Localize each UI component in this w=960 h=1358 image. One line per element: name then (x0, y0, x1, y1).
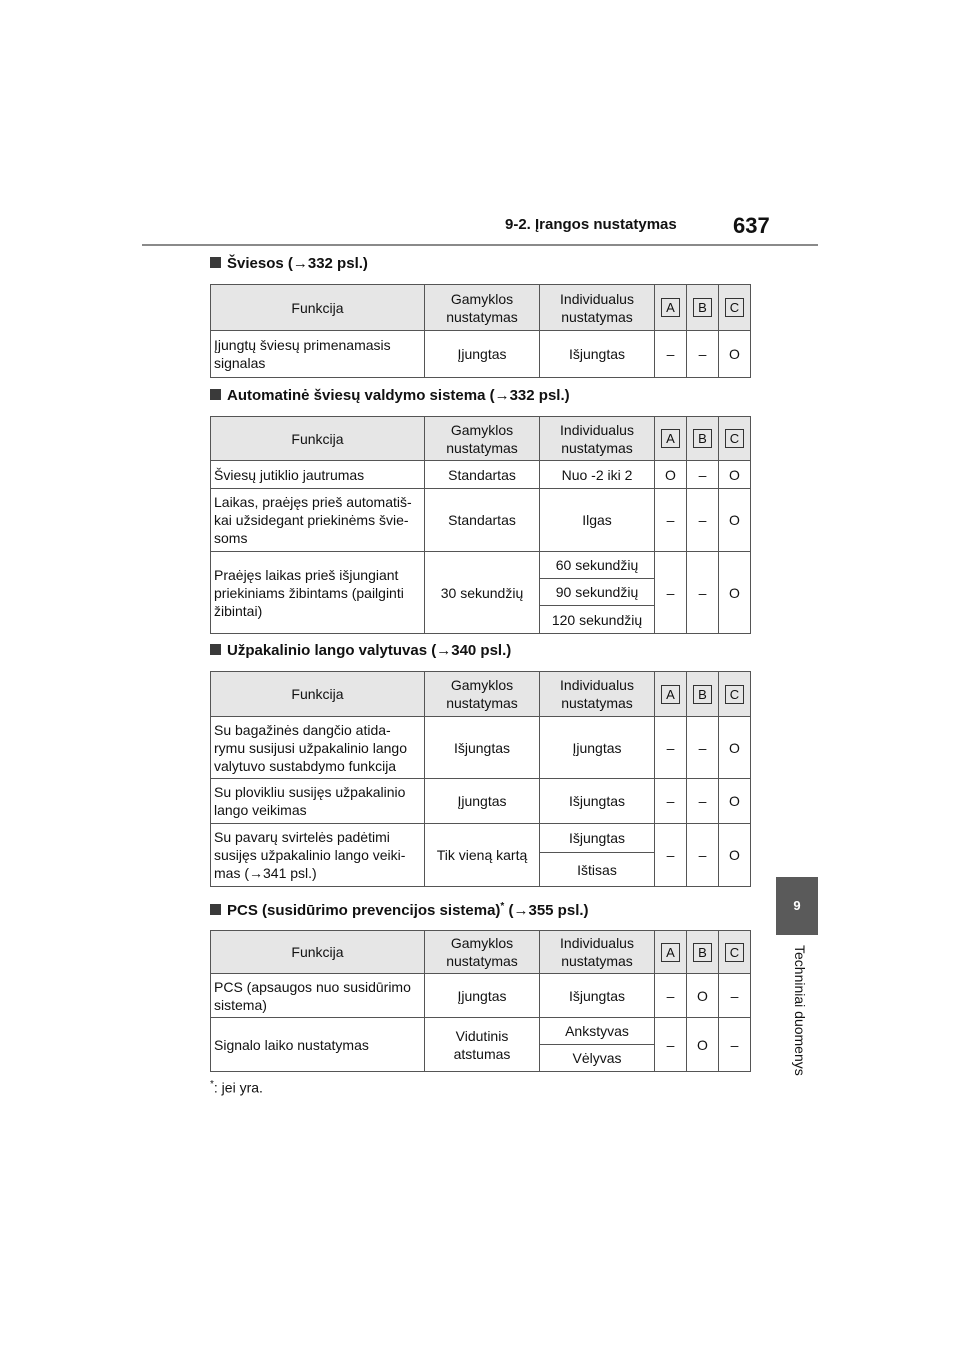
box-c-label: C (725, 943, 744, 962)
table-row (211, 824, 751, 853)
footnote (210, 1079, 263, 1096)
col-factory: Gamyklos nustatymas (425, 672, 540, 717)
cell-a: – (655, 331, 687, 378)
cell-c: O (719, 331, 751, 378)
square-bullet-icon (210, 389, 221, 400)
table-row (211, 461, 751, 489)
cell-c: O (719, 779, 751, 824)
section-title-text: Šviesos (→332 psl.) (227, 255, 368, 272)
cell-c: – (719, 974, 751, 1018)
cell-c: O (719, 824, 751, 887)
col-b (687, 931, 719, 974)
cell-b: – (687, 331, 719, 378)
col-function: Funkcija (211, 417, 425, 461)
cell-custom-option: Ankstyvas (540, 1018, 655, 1045)
col-a (655, 417, 687, 461)
cell-custom-option: Išjungtas (540, 824, 655, 853)
header-divider (142, 244, 818, 246)
footnote-marker: * (500, 901, 505, 912)
box-b-label: B (693, 943, 712, 962)
col-c (719, 285, 751, 331)
chapter-tab[interactable]: 9 (776, 877, 818, 935)
col-a (655, 672, 687, 717)
box-a-label: A (661, 429, 680, 448)
cell-b: O (687, 1018, 719, 1072)
col-a (655, 931, 687, 974)
table-header-row (211, 285, 751, 331)
box-b-label: B (693, 685, 712, 704)
col-factory: Gamyklos nustatymas (425, 285, 540, 331)
cell-b: – (687, 824, 719, 887)
chapter-label: Techniniai duomenys (792, 945, 808, 1076)
table-row (211, 552, 751, 579)
cell-custom: Išjungtas (540, 779, 655, 824)
cell-factory: Išjungtas (425, 717, 540, 779)
footnote-marker: * (210, 1079, 214, 1090)
settings-table-rear-wiper (210, 671, 751, 887)
col-b (687, 417, 719, 461)
cell-custom-option: Vėlyvas (540, 1045, 655, 1072)
cell-custom-option: 60 sekundžių (540, 552, 655, 579)
cell-a: – (655, 974, 687, 1018)
section-title-text: Automatinė šviesų valdymo sistema (→332 psl.) (227, 387, 570, 404)
box-a-label: A (661, 685, 680, 704)
cell-custom: Išjungtas (540, 331, 655, 378)
cell-function: Šviesų jutiklio jautrumas (211, 461, 425, 489)
cell-b: – (687, 779, 719, 824)
table-header-row (211, 931, 751, 974)
col-function: Funkcija (211, 285, 425, 331)
section-title-pcs (210, 901, 589, 919)
cell-function: Su plovikliu susijęs užpakalinio lango veikimas (211, 779, 425, 824)
table-row (211, 331, 751, 378)
cell-b: O (687, 974, 719, 1018)
cell-factory: 30 sekundžių (425, 552, 540, 634)
box-c-label: C (725, 685, 744, 704)
table-row (211, 489, 751, 552)
cell-function: Laikas, praėjęs prieš automatiš-kai užsidegant priekinėms švie-soms (211, 489, 425, 552)
cell-a: – (655, 489, 687, 552)
section-title-ref: (→355 psl.) (504, 902, 589, 919)
box-c-label: C (725, 429, 744, 448)
cell-c: O (719, 489, 751, 552)
col-a (655, 285, 687, 331)
cell-b: – (687, 717, 719, 779)
cell-custom: Įjungtas (540, 717, 655, 779)
table-header-row (211, 417, 751, 461)
col-factory: Gamyklos nustatymas (425, 931, 540, 974)
settings-table-auto-lights (210, 416, 751, 634)
table-row (211, 1018, 751, 1045)
cell-function: Praėjęs laikas prieš išjungiant priekiniams žibintams (pailginti žibintai) (211, 552, 425, 634)
col-custom: Individualus nustatymas (540, 931, 655, 974)
cell-factory: Vidutinis atstumas (425, 1018, 540, 1072)
section-title-text: PCS (susidūrimo prevencijos sistema) (227, 902, 501, 919)
cell-a: – (655, 717, 687, 779)
footnote-text: : jei yra. (213, 1079, 263, 1096)
cell-factory: Įjungtas (425, 974, 540, 1018)
cell-a: O (655, 461, 687, 489)
cell-b: – (687, 552, 719, 634)
col-c (719, 417, 751, 461)
col-c (719, 672, 751, 717)
table-row (211, 779, 751, 824)
cell-a: – (655, 1018, 687, 1072)
section-title-rear-wiper (210, 642, 511, 659)
section-title-lights (210, 255, 368, 272)
cell-custom-option: 90 sekundžių (540, 579, 655, 606)
cell-factory: Įjungtas (425, 779, 540, 824)
col-function: Funkcija (211, 931, 425, 974)
col-custom: Individualus nustatymas (540, 285, 655, 331)
cell-custom-option: Ištisas (540, 853, 655, 887)
cell-a: – (655, 552, 687, 634)
cell-factory: Tik vieną kartą (425, 824, 540, 887)
section-title-auto-lights (210, 387, 570, 404)
cell-function: PCS (apsaugos nuo susidūrimo sistema) (211, 974, 425, 1018)
cell-function: Signalo laiko nustatymas (211, 1018, 425, 1072)
page-number: 637 (733, 213, 770, 238)
table-row (211, 717, 751, 779)
square-bullet-icon (210, 644, 221, 655)
table-row (211, 974, 751, 1018)
box-c-label: C (725, 298, 744, 317)
cell-b: – (687, 461, 719, 489)
col-custom: Individualus nustatymas (540, 417, 655, 461)
cell-function: Su bagažinės dangčio atida-rymu susijusi užpakalinio lango valytuvo sustabdymo funkcija (211, 717, 425, 779)
col-custom: Individualus nustatymas (540, 672, 655, 717)
col-factory: Gamyklos nustatymas (425, 417, 540, 461)
cell-function: Įjungtų šviesų primenamasis signalas (211, 331, 425, 378)
square-bullet-icon (210, 904, 221, 915)
cell-custom: Nuo -2 iki 2 (540, 461, 655, 489)
section-title-text: Užpakalinio lango valytuvas (→340 psl.) (227, 642, 512, 659)
cell-c: – (719, 1018, 751, 1072)
cell-a: – (655, 779, 687, 824)
box-a-label: A (661, 298, 680, 317)
cell-factory: Įjungtas (425, 331, 540, 378)
table-header-row (211, 672, 751, 717)
cell-factory: Standartas (425, 489, 540, 552)
box-b-label: B (693, 298, 712, 317)
col-c (719, 931, 751, 974)
cell-a: – (655, 824, 687, 887)
square-bullet-icon (210, 257, 221, 268)
section-header-title: 9-2. Įrangos nustatymas (505, 216, 677, 233)
cell-custom: Išjungtas (540, 974, 655, 1018)
cell-function: Su pavarų svirtelės padėtimi susijęs užpakalinio lango veiki-mas (→341 psl.) (211, 824, 425, 887)
cell-c: O (719, 552, 751, 634)
cell-custom: Ilgas (540, 489, 655, 552)
cell-c: O (719, 461, 751, 489)
cell-factory: Standartas (425, 461, 540, 489)
box-a-label: A (661, 943, 680, 962)
settings-table-pcs (210, 930, 751, 1072)
col-b (687, 672, 719, 717)
settings-table-lights (210, 284, 751, 378)
cell-c: O (719, 717, 751, 779)
col-function: Funkcija (211, 672, 425, 717)
cell-custom-option: 120 sekundžių (540, 606, 655, 634)
col-b (687, 285, 719, 331)
box-b-label: B (693, 429, 712, 448)
cell-b: – (687, 489, 719, 552)
